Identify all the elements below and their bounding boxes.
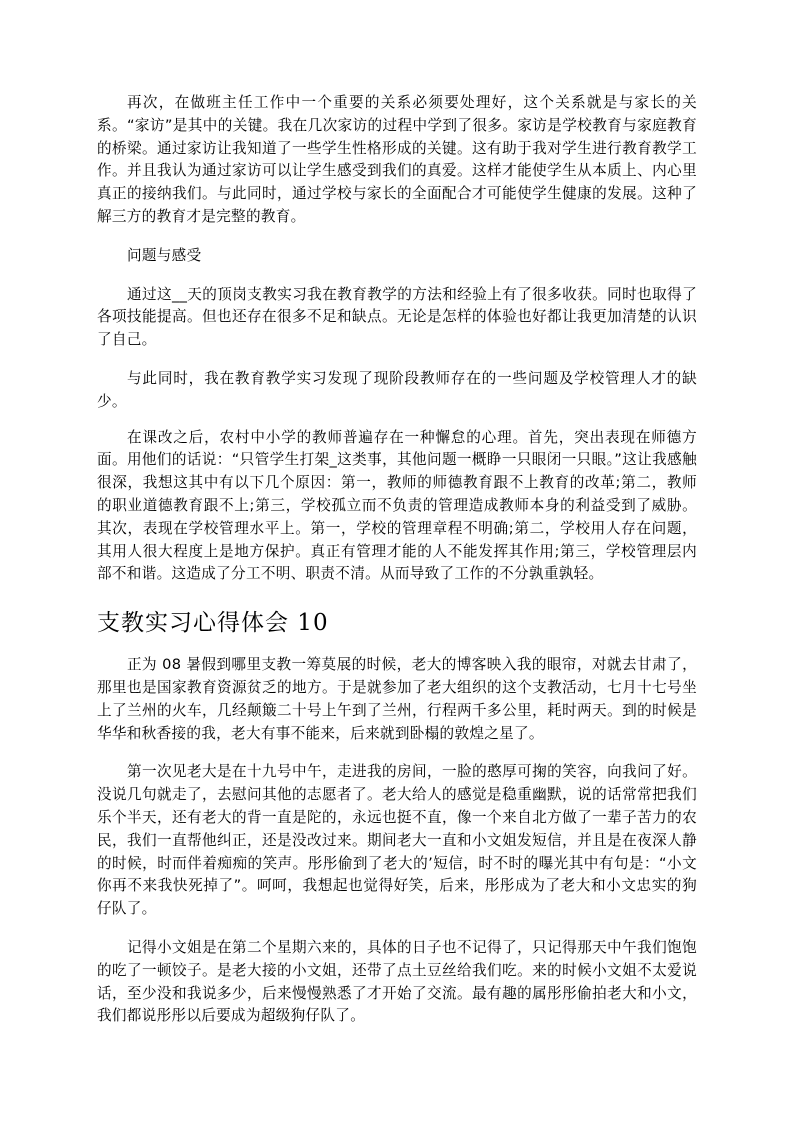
- paragraph-problems-found: 与此同时，我在教育教学实习发现了现阶段教师存在的一些问题及学校管理人才的缺少。: [97, 369, 697, 410]
- section-title: 支教实习心得体会 10: [97, 610, 329, 637]
- paragraph-meeting-leader: 第一次见老大是在十九号中午，走进我的房间，一脸的憨厚可掬的笑容，向我问了好。没说几句就走了，去慰问其他的志愿者了。老大给人的感觉是稳重幽默，说的话常常把我们乐个半天，还有老大的背一直是陀的，永远也挺不直，像一个来自北方做了一辈子苦力的农民，我们一直帮他纠正，还是没改过来。期间老大一直和小文姐发短信，并且是在夜深人静的时候，时而伴着痴痴的笑声。彤彤偷到了老大的’短信，时不时的曝光其中有句是：“小文你再不来我快死掉了”。呵呵，我想起也觉得好笑，后来，彤彤成为了老大和小文忠实的狗仔队了。: [97, 763, 697, 918]
- paragraph-teacher-attitude: 在课改之后，农村中小学的教师普遍存在一种懈怠的心理。首先，突出表现在师德方面。用他们的话说：“只管学生打架_这类事，其他问题一概睁一只眼闭一只眼。”这让我感触很深，我想这其中有以下几个原因：第一，教师的师德教育跟不上教育的改革;第二，教师的职业道德教育跟不上;第三，学校孤立而不负责的管理造成教师本身的利益受到了威胁。其次，表现在学校管理水平上。第一，学校的管理章程不明确;第二，学校用人存在问题，其用人很大程度上是地方保护。真正有管理才能的人不能发挥其作用;第三，学校管理层内部不和谐。这造成了分工不明、职责不清。从而导致了工作的不分孰重孰轻。: [97, 428, 697, 583]
- paragraph-joining-program: 正为 08 暑假到哪里支教一筹莫展的时候，老大的博客映入我的眼帘，对就去甘肃了，那里也是国家教育资源贫乏的地方。于是就参加了老大组织的这个支教活动，七月十七号坐上了兰州的火车，几经颠簸二十号上午到了兰州，行程两千多公里，耗时两天。到的时候是华华和秋香接的我，老大有事不能来，后来就到卧榻的敦煌之星了。: [97, 656, 697, 742]
- subheading-problems-feelings: 问题与感受: [127, 246, 202, 264]
- document-page: [97, 92, 697, 1044]
- paragraph-sister-xiaowen: 记得小文姐是在第二个星期六来的，具体的日子也不记得了，只记得那天中午我们饱饱的吃了一顿饺子。是老大接的小文姐，还带了点土豆丝给我们吃。来的时候小文姐不太爱说话，至少没和我说多少，后来慢慢熟悉了才开始了交流。最有趣的属彤彤偷拍老大和小文，我们都说彤彤以后要成为超级狗仔队了。: [97, 938, 697, 1025]
- paragraph-gains: 通过这__天的顶岗支教实习我在教育教学的方法和经验上有了很多收获。同时也取得了各项技能提高。但也还存在很多不足和缺点。无论是怎样的体验也好都让我更加清楚的认识了自己。: [97, 285, 697, 349]
- paragraph-home-visits: 再次，在做班主任工作中一个重要的关系必须要处理好，这个关系就是与家长的关系。“家访”是其中的关键。我在几次家访的过程中学到了很多。家访是学校教育与家庭教育的桥梁。通过家访让我知道了一些学生性格形成的关键。这有助于我对学生进行教育教学工作。并且我认为通过家访可以让学生感受到我们的真爱。这样才能使学生从本质上、内心里真正的接纳我们。与此同时，通过学校与家长的全面配合才可能使学生健康的发展。这种了解三方的教育才是完整的教育。: [97, 94, 697, 225]
